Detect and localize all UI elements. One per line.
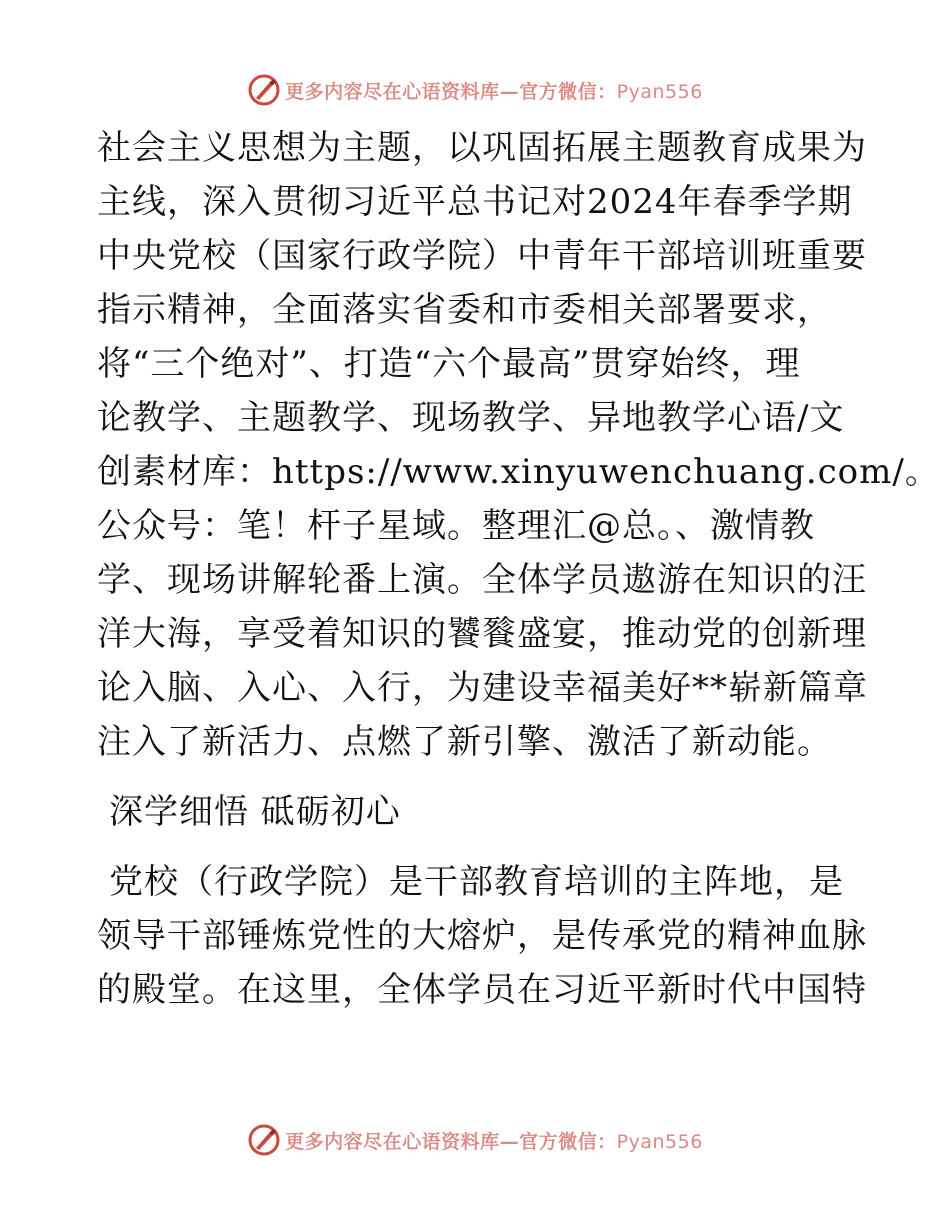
text-line: 的殿堂。在这里，全体学员在习近平新时代中国特 — [97, 970, 867, 1010]
text-line: 领导干部锤炼党性的大熔炉，是传承党的精神血脉 — [97, 916, 867, 956]
text-line: 学、现场讲解轮番上演。全体学员遨游在知识的汪 — [97, 560, 867, 600]
text-line: 创素材库：https://www.xinyuwenchuang.com/。 — [97, 452, 940, 492]
text-line: 公众号：笔！杆子星域。整理汇@总。、激情教 — [97, 506, 815, 546]
text-line: 社会主义思想为主题，以巩固拓展主题教育成果为 — [97, 128, 867, 168]
document-body — [97, 121, 940, 1017]
text-line: 指示精神，全面落实省委和市委相关部署要求， — [97, 290, 832, 330]
paragraph-2 — [97, 855, 867, 1017]
header-watermark — [0, 70, 950, 110]
text-line: 主线，深入贯彻习近平总书记对2024年春季学期 — [97, 182, 853, 222]
text-line: 论入脑、入心、入行，为建设幸福美好**崭新篇章 — [97, 668, 868, 708]
pen-circle-logo-icon — [247, 73, 281, 107]
pen-circle-logo-icon — [247, 1123, 281, 1157]
text-line: 洋大海，享受着知识的饕餮盛宴，推动党的创新理 — [97, 614, 867, 654]
section-heading: 深学细悟 砥砺初心 — [109, 792, 401, 832]
watermark-text: 更多内容尽在心语资料库—官方微信：Pyan556 — [285, 80, 703, 103]
text-line: 将“三个绝对”、打造“六个最高”贯穿始终，理 — [97, 344, 801, 384]
watermark-text: 更多内容尽在心语资料库—官方微信：Pyan556 — [285, 1130, 703, 1153]
text-line: 论教学、主题教学、现场教学、异地教学心语/文 — [97, 398, 845, 438]
footer-watermark — [0, 1120, 950, 1160]
text-line: 中央党校（国家行政学院）中青年干部培训班重要 — [97, 236, 867, 276]
paragraph-1 — [97, 121, 940, 769]
text-line: 注入了新活力、点燃了新引擎、激活了新动能。 — [97, 722, 832, 762]
text-line: 党校（行政学院）是干部教育培训的主阵地，是 — [109, 862, 844, 902]
